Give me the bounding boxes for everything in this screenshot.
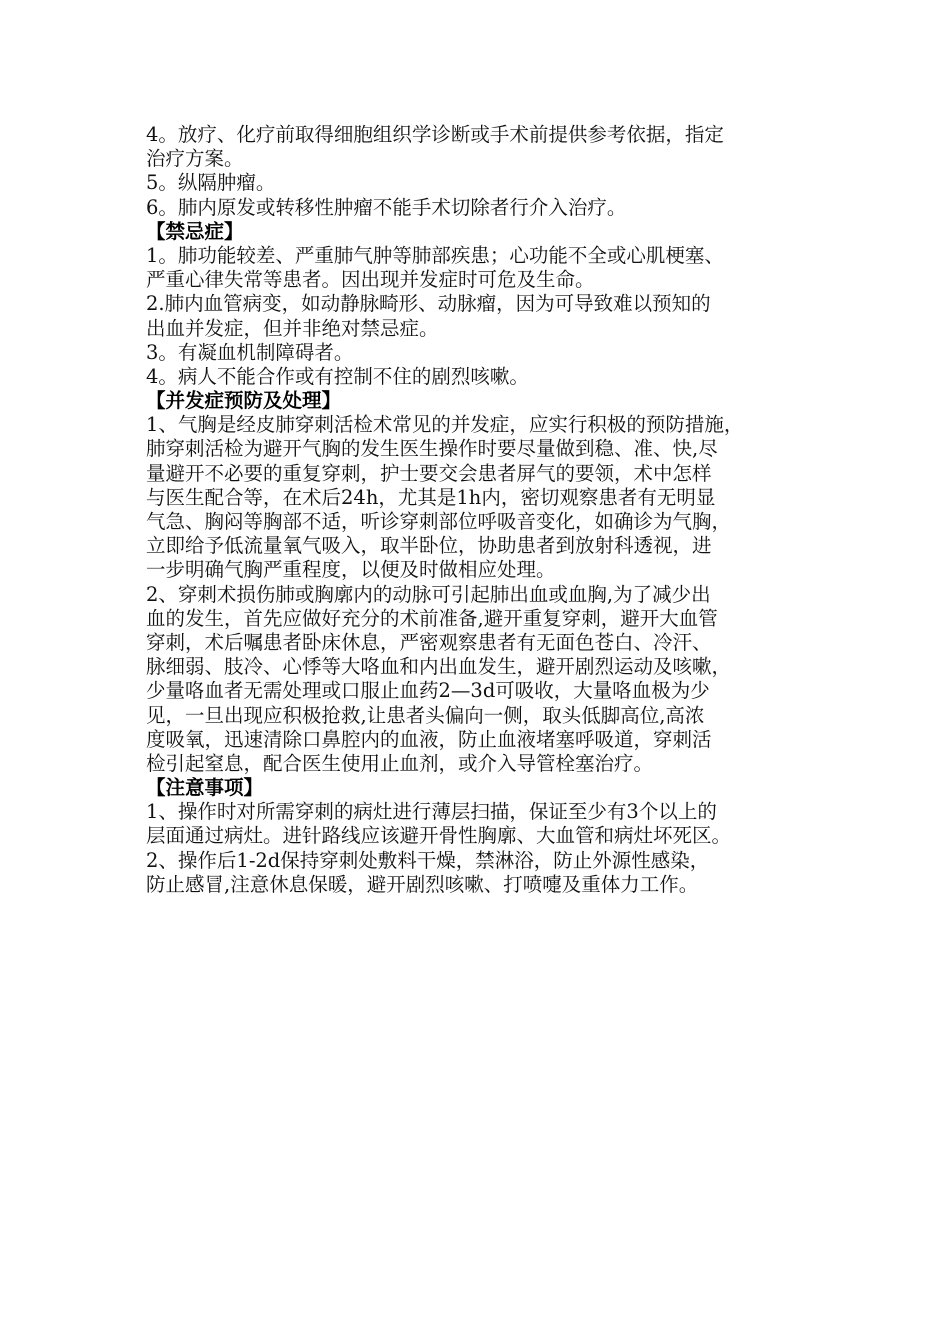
text-line: 度吸氧，迅速清除口鼻腔内的血液，防止血液堵塞呼吸道，穿刺活 — [146, 727, 712, 751]
text-line: 防止感冒,注意休息保暖，避开剧烈咳嗽、打喷嚏及重体力工作。 — [146, 872, 699, 896]
text-line: 穿刺，术后嘱患者卧床休息，严密观察患者有无面色苍白、冷汗、 — [146, 630, 712, 654]
text-line: 少量咯血者无需处理或口服止血药2—3d可吸收，大量咯血极为少 — [146, 679, 710, 703]
text-line: 严重心律失常等患者。因出现并发症时可危及生命。 — [146, 268, 595, 292]
intro-block — [146, 123, 826, 220]
text-line: 出血并发症，但并非绝对禁忌症。 — [146, 316, 439, 340]
text-line: 4。病人不能合作或有控制不住的剧烈咳嗽。 — [146, 364, 529, 388]
text-line: 2.肺内血管病变，如动静脉畸形、动脉瘤，因为可导致难以预知的 — [146, 292, 711, 316]
text-line: 2、穿刺术损伤肺或胸廓内的动脉可引起肺出血或血胸,为了减少出 — [146, 582, 711, 606]
text-line: 5。纵隔肿瘤。 — [146, 171, 276, 195]
section-precautions — [146, 776, 826, 897]
text-line: 1、气胸是经皮肺穿刺活检术常见的并发症，应实行积极的预防措施， — [146, 413, 744, 437]
text-line: 与医生配合等，在术后24h，尤其是1h内，密切观察患者有无明显 — [146, 485, 716, 509]
document-body — [146, 123, 826, 897]
text-line: 4。放疗、化疗前取得细胞组织学诊断或手术前提供参考依据，指定 — [146, 123, 724, 146]
text-line: 1、操作时对所需穿刺的病灶进行薄层扫描，保证至少有3个以上的 — [146, 800, 717, 824]
text-line: 2、操作后1-2d保持穿刺处敷料干燥，禁淋浴，防止外源性感染， — [146, 848, 710, 872]
section-contraindications — [146, 220, 826, 389]
text-line: 治疗方案。 — [146, 147, 244, 171]
text-line: 层面通过病灶。进针路线应该避开骨性胸廓、大血管和病灶坏死区。 — [146, 824, 732, 848]
section-heading: 【禁忌症】 — [146, 219, 244, 243]
text-line: 一步明确气胸严重程度，以便及时做相应处理。 — [146, 558, 556, 582]
text-line: 脉细弱、肢冷、心悸等大咯血和内出血发生，避开剧烈运动及咳嗽， — [146, 655, 732, 679]
text-line: 检引起窒息，配合医生使用止血剂，或介入导管栓塞治疗。 — [146, 751, 654, 775]
text-line: 血的发生，首先应做好充分的术前准备,避开重复穿刺，避开大血管 — [146, 606, 718, 630]
section-complications — [146, 389, 826, 776]
text-line: 6。肺内原发或转移性肿瘤不能手术切除者行介入治疗。 — [146, 195, 627, 219]
text-line: 见，一旦出现应积极抢救,让患者头偏向一侧，取头低脚高位,高浓 — [146, 703, 705, 727]
text-line: 气急、胸闷等胸部不适，听诊穿刺部位呼吸音变化，如确诊为气胸， — [146, 510, 732, 533]
text-line: 量避开不必要的重复穿刺，护士要交会患者屏气的要领，术中怎样 — [146, 461, 712, 485]
text-line: 1。肺功能较差、严重肺气肿等肺部疾患；心功能不全或心肌梗塞、 — [146, 243, 724, 267]
text-line: 3。有凝血机制障碍者。 — [146, 340, 354, 364]
section-heading: 【并发症预防及处理】 — [146, 389, 342, 413]
section-heading: 【注意事项】 — [146, 776, 264, 800]
text-line: 立即给予低流量氧气吸入，取半卧位，协助患者到放射科透视，进 — [146, 534, 712, 558]
text-line: 肺穿刺活检为避开气胸的发生医生操作时要尽量做到稳、准、快,尽 — [146, 437, 718, 461]
